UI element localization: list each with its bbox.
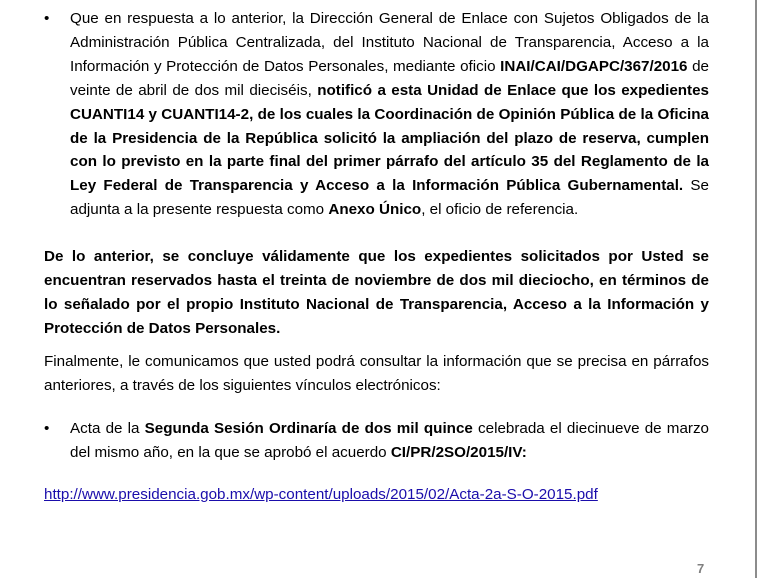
text-segment: Que en respuesta a lo anterior, la Dirección General de Enlace con Sujetos Obligados de la Administración Pública Centralizada, del Instituto Nacional de Transparencia, Acceso a la Información y Protección de Datos Personales, mediante oficio	[70, 10, 709, 75]
finally-paragraph: Finalmente, le comunicamos que usted podrá consultar la información que se precisa en párrafos anteriores, a través de los siguientes vínculos electrónicos:	[44, 353, 709, 394]
text-segment: Acta de la	[70, 420, 145, 437]
bullet-response	[44, 7, 709, 222]
text-segment: Se adjunta a la presente respuesta como	[70, 177, 709, 219]
bullet-acta-text	[70, 417, 709, 465]
text-segment: , el oficio de referencia.	[421, 201, 579, 219]
session-name: Segunda Sesión Ordinaría de dos mil quince	[144, 420, 473, 437]
acta-document-link[interactable]: http://www.presidencia.gob.mx/wp-content/uploads/2015/02/Acta-2a-S-O-2015.pdf	[44, 486, 598, 503]
notification-statement: notificó a esta Unidad de Enlace que los expedientes CUANTI14 y CUANTI14-2, de los cuales la Coordinación de Opinión Pública de la Oficina de la Presidencia de la República solicitó la ampliación del plazo de reserva, cumplen con lo previsto en la parte final del primer párrafo del artículo 35 del Reglamento de la Ley Federal de Transparencia y Acceso a la Información Pública Gubernamental.	[70, 81, 709, 195]
annex-reference: Anexo Único	[328, 201, 422, 219]
bullet-marker: •	[44, 10, 50, 27]
text-segment: de veinte de abril de dos mil dieciséis,	[70, 57, 709, 99]
conclusion-paragraph: De lo anterior, se concluye válidamente que los expedientes solicitados por Usted se encuentran reservados hasta el treinta de noviembre de dos mil dieciocho, en términos de lo señalado por el propio Instituto Nacional de Transparencia, Acceso a la Información y Protección de Datos Personales.	[44, 248, 709, 337]
bullet-marker: •	[44, 420, 50, 437]
agreement-code: CI/PR/2SO/2015/IV:	[390, 443, 527, 461]
page-number: 7	[697, 561, 705, 576]
bullet-response-text	[70, 7, 709, 222]
text-segment: celebrada el diecinueve de marzo del mismo año, en la que se aprobó el acuerdo	[70, 420, 709, 461]
bullet-acta	[44, 417, 709, 465]
office-reference: INAI/CAI/DGAPC/367/2016	[500, 57, 688, 75]
